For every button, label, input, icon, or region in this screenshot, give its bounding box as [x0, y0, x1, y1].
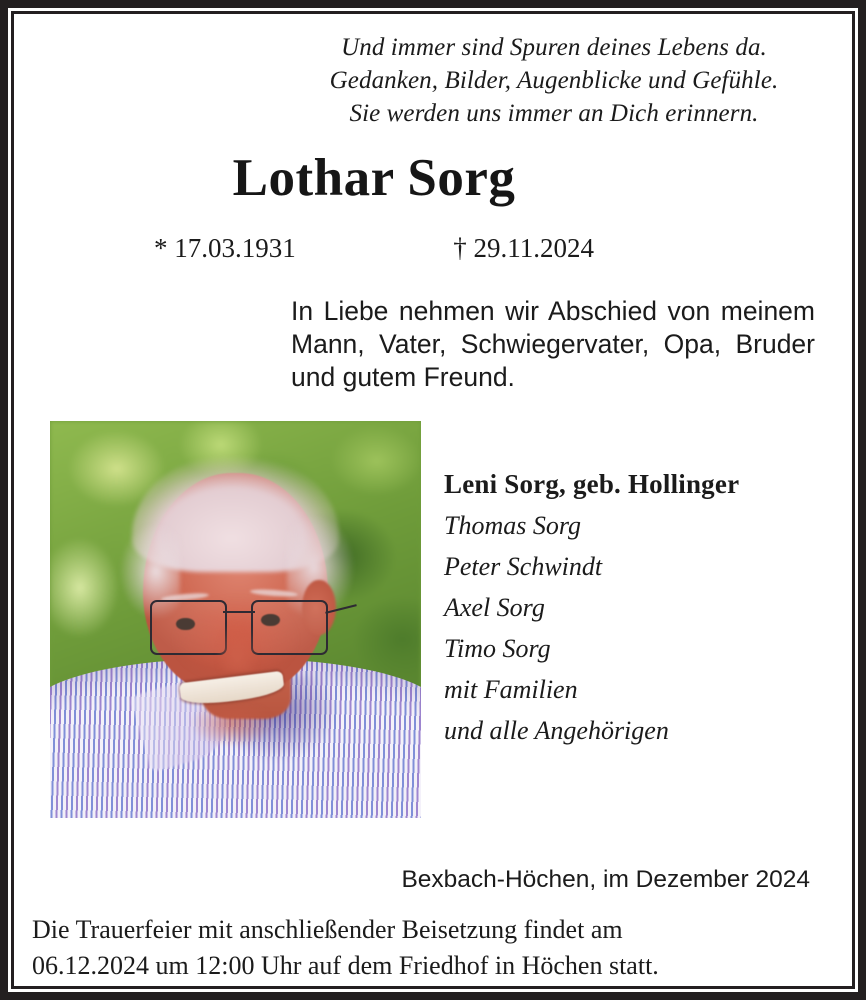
notice-border-gap	[8, 8, 858, 992]
memorial-verse	[269, 31, 839, 130]
photo-glasses-bridge	[223, 611, 255, 613]
mourner-item: Thomas Sorg	[444, 511, 582, 540]
death-date: † 29.11.2024	[453, 233, 594, 263]
ceremony-line-1: Die Trauerfeier mit anschließender Beisetzung findet am	[32, 915, 623, 944]
mourner-primary: Leni Sorg, geb. Hollinger	[444, 469, 740, 499]
tribute-text: In Liebe nehmen wir Abschied von meinem Mann, Vater, Schwiegervater, Opa, Bruder und gutem Freund.	[291, 296, 815, 392]
mourner-item: und alle Angehörigen	[444, 716, 669, 745]
life-dates	[154, 232, 594, 264]
mourner-item: Timo Sorg	[444, 634, 551, 663]
verse-line-2: Gedanken, Bilder, Augenblicke und Gefühle.	[329, 67, 779, 94]
photo-nose	[217, 620, 258, 672]
ceremony-details	[32, 912, 836, 984]
photo-eye-right	[261, 614, 280, 627]
verse-line-3: Sie werden uns immer an Dich erinnern.	[349, 100, 759, 127]
verse-line-1: Und immer sind Spuren deines Lebens da.	[341, 34, 767, 61]
notice-inner-frame	[11, 11, 855, 989]
photo-chin	[191, 707, 273, 747]
deceased-name: Lothar Sorg	[232, 149, 516, 207]
birth-date: * 17.03.1931	[154, 233, 296, 263]
mourners-list	[444, 464, 854, 751]
mourner-item: Axel Sorg	[444, 593, 545, 622]
place-and-month: Bexbach-Höchen, im Dezember 2024	[401, 866, 810, 893]
portrait-photo	[50, 421, 421, 818]
mourner-item: mit Familien	[444, 675, 578, 704]
mourner-item: Peter Schwindt	[444, 552, 603, 581]
ceremony-line-2: 06.12.2024 um 12:00 Uhr auf dem Friedhof in Höchen statt.	[32, 951, 659, 980]
photo-lens-right	[251, 600, 328, 656]
photo-eye-left	[176, 618, 195, 631]
notice-canvas	[14, 14, 852, 986]
